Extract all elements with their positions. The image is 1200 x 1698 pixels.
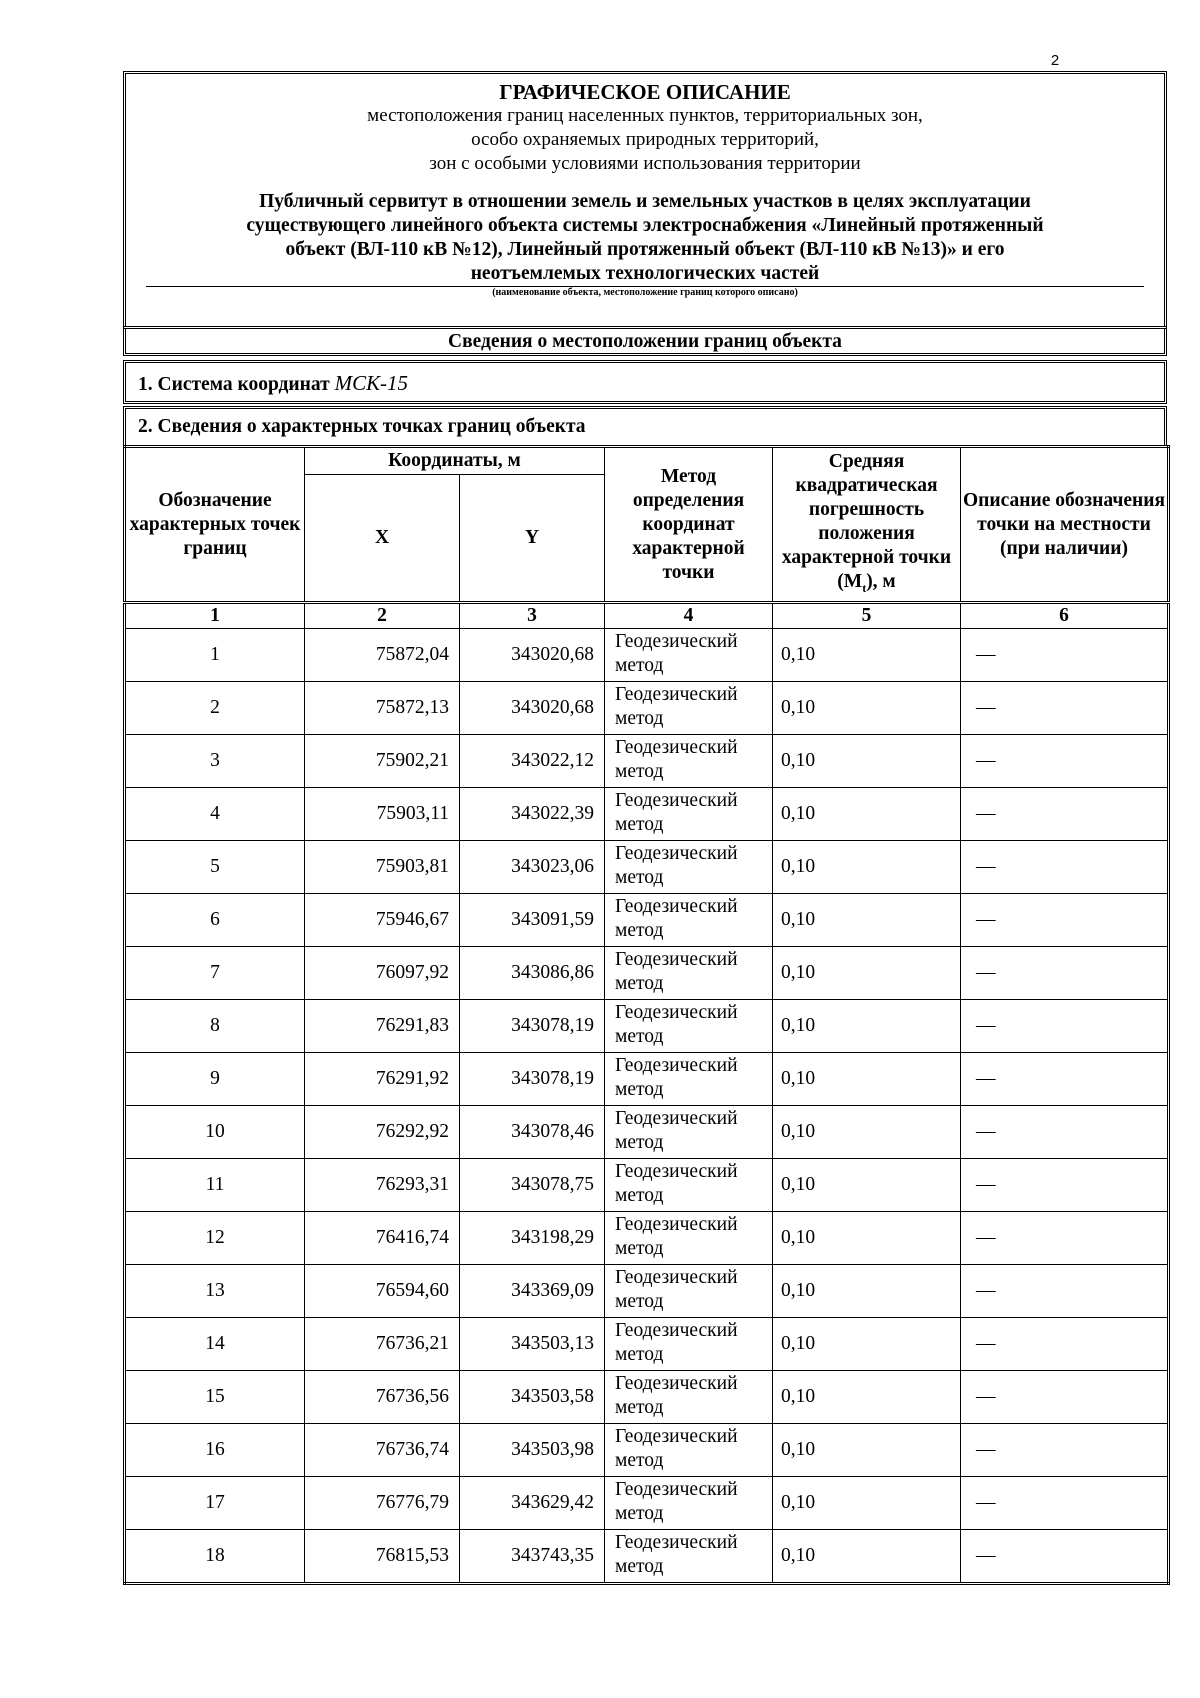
x-coordinate-cell: 76815,53 <box>305 1530 460 1584</box>
point-number-cell: 8 <box>125 1000 305 1053</box>
table-row <box>125 629 1169 682</box>
accuracy-cell: 0,10 <box>773 1212 961 1265</box>
y-coordinate-cell: 343022,12 <box>460 735 605 788</box>
point-number-cell: 11 <box>125 1159 305 1212</box>
description-cell: — <box>961 788 1169 841</box>
accuracy-cell: 0,10 <box>773 841 961 894</box>
accuracy-cell: 0,10 <box>773 1318 961 1371</box>
x-coordinate-cell: 76416,74 <box>305 1212 460 1265</box>
description-cell: — <box>961 1371 1169 1424</box>
description-cell: — <box>961 841 1169 894</box>
point-number-cell: 15 <box>125 1371 305 1424</box>
object-name-caption: (наименование объекта, местоположение границ которого описано) <box>492 287 798 298</box>
table-row <box>125 788 1169 841</box>
y-coordinate-cell: 343503,98 <box>460 1424 605 1477</box>
x-coordinate-cell: 75903,11 <box>305 788 460 841</box>
method-cell: Геодезический метод <box>605 788 773 841</box>
header-x: X <box>305 475 460 603</box>
table-row <box>125 1265 1169 1318</box>
method-cell: Геодезический метод <box>605 1318 773 1371</box>
table-row <box>125 1477 1169 1530</box>
description-cell: — <box>961 1212 1169 1265</box>
table-row <box>125 1000 1169 1053</box>
point-number-cell: 17 <box>125 1477 305 1530</box>
table-row <box>125 1424 1169 1477</box>
method-cell: Геодезический метод <box>605 841 773 894</box>
accuracy-cell: 0,10 <box>773 947 961 1000</box>
subtitle-line: особо охраняемых природных территорий, <box>471 129 819 150</box>
document-header <box>123 71 1167 329</box>
description-cell: — <box>961 1530 1169 1584</box>
accuracy-cell: 0,10 <box>773 1159 961 1212</box>
method-cell: Геодезический метод <box>605 1159 773 1212</box>
document-title: ГРАФИЧЕСКОЕ ОПИСАНИЕ <box>499 80 791 104</box>
header-y: Y <box>460 475 605 603</box>
description-cell: — <box>961 947 1169 1000</box>
table-row <box>125 1318 1169 1371</box>
method-cell: Геодезический метод <box>605 735 773 788</box>
point-number-cell: 12 <box>125 1212 305 1265</box>
y-coordinate-cell: 343743,35 <box>460 1530 605 1584</box>
accuracy-cell: 0,10 <box>773 1477 961 1530</box>
y-coordinate-cell: 343023,06 <box>460 841 605 894</box>
accuracy-cell: 0,10 <box>773 1371 961 1424</box>
object-name-line: существующего линейного объекта системы электроснабжения «Линейный протяженный <box>246 215 1044 236</box>
method-cell: Геодезический метод <box>605 1265 773 1318</box>
document-frame <box>123 71 1167 1585</box>
section-title: Сведения о местоположении границ объекта <box>123 326 1167 356</box>
point-number-cell: 1 <box>125 629 305 682</box>
x-coordinate-cell: 76292,92 <box>305 1106 460 1159</box>
x-coordinate-cell: 75902,21 <box>305 735 460 788</box>
x-coordinate-cell: 75946,67 <box>305 894 460 947</box>
point-number-cell: 5 <box>125 841 305 894</box>
accuracy-cell: 0,10 <box>773 1424 961 1477</box>
description-cell: — <box>961 1424 1169 1477</box>
description-cell: — <box>961 894 1169 947</box>
x-coordinate-cell: 76736,21 <box>305 1318 460 1371</box>
column-number: 1 <box>125 603 305 629</box>
point-number-cell: 18 <box>125 1530 305 1584</box>
accuracy-cell: 0,10 <box>773 629 961 682</box>
table-header-row <box>125 447 1169 475</box>
x-coordinate-cell: 76736,74 <box>305 1424 460 1477</box>
page-number: 2 <box>1050 52 1060 69</box>
column-number-row <box>125 603 1169 629</box>
y-coordinate-cell: 343078,19 <box>460 1053 605 1106</box>
table-row <box>125 1053 1169 1106</box>
x-coordinate-cell: 76293,31 <box>305 1159 460 1212</box>
x-coordinate-cell: 76594,60 <box>305 1265 460 1318</box>
y-coordinate-cell: 343020,68 <box>460 682 605 735</box>
column-number: 2 <box>305 603 460 629</box>
y-coordinate-cell: 343503,58 <box>460 1371 605 1424</box>
description-cell: — <box>961 735 1169 788</box>
x-coordinate-cell: 76736,56 <box>305 1371 460 1424</box>
subtitle-line: зон с особыми условиями использования территории <box>429 153 861 174</box>
accuracy-cell: 0,10 <box>773 1106 961 1159</box>
description-cell: — <box>961 1265 1169 1318</box>
x-coordinate-cell: 76291,83 <box>305 1000 460 1053</box>
table-row <box>125 894 1169 947</box>
y-coordinate-cell: 343198,29 <box>460 1212 605 1265</box>
points-table-body <box>125 629 1169 1584</box>
object-name <box>126 190 1164 286</box>
accuracy-cell: 0,10 <box>773 1530 961 1584</box>
x-coordinate-cell: 75903,81 <box>305 841 460 894</box>
point-number-cell: 4 <box>125 788 305 841</box>
column-number: 5 <box>773 603 961 629</box>
coordinate-system-label: 1. Система координат <box>138 374 330 395</box>
header-accuracy <box>773 447 961 603</box>
method-cell: Геодезический метод <box>605 1000 773 1053</box>
point-number-cell: 16 <box>125 1424 305 1477</box>
method-cell: Геодезический метод <box>605 682 773 735</box>
description-cell: — <box>961 1000 1169 1053</box>
points-table <box>123 445 1170 1585</box>
description-cell: — <box>961 1477 1169 1530</box>
object-name-line: Публичный сервитут в отношении земель и земельных участков в целях эксплуатации <box>259 191 1031 212</box>
header-accuracy-text: Средняя квадратическая погрешность положения характерной точки (M <box>781 450 952 592</box>
method-cell: Геодезический метод <box>605 1530 773 1584</box>
accuracy-cell: 0,10 <box>773 788 961 841</box>
description-cell: — <box>961 682 1169 735</box>
accuracy-cell: 0,10 <box>773 894 961 947</box>
y-coordinate-cell: 343086,86 <box>460 947 605 1000</box>
accuracy-cell: 0,10 <box>773 1000 961 1053</box>
x-coordinate-cell: 76097,92 <box>305 947 460 1000</box>
y-coordinate-cell: 343629,42 <box>460 1477 605 1530</box>
x-coordinate-cell: 75872,04 <box>305 629 460 682</box>
method-cell: Геодезический метод <box>605 1371 773 1424</box>
method-cell: Геодезический метод <box>605 1106 773 1159</box>
accuracy-cell: 0,10 <box>773 735 961 788</box>
accuracy-cell: 0,10 <box>773 1053 961 1106</box>
point-number-cell: 7 <box>125 947 305 1000</box>
object-name-line: объект (ВЛ-110 кВ №12), Линейный протяженный объект (ВЛ-110 кВ №13)» и его <box>285 239 1005 260</box>
y-coordinate-cell: 343078,46 <box>460 1106 605 1159</box>
description-cell: — <box>961 1053 1169 1106</box>
header-accuracy-subscript: t <box>862 580 867 595</box>
method-cell: Геодезический метод <box>605 947 773 1000</box>
column-number: 4 <box>605 603 773 629</box>
header-method: Метод определения координат характерной точки <box>605 447 773 603</box>
method-cell: Геодезический метод <box>605 1053 773 1106</box>
point-number-cell: 10 <box>125 1106 305 1159</box>
table-row <box>125 947 1169 1000</box>
method-cell: Геодезический метод <box>605 1477 773 1530</box>
point-number-cell: 9 <box>125 1053 305 1106</box>
point-number-cell: 13 <box>125 1265 305 1318</box>
table-row <box>125 1530 1169 1584</box>
y-coordinate-cell: 343369,09 <box>460 1265 605 1318</box>
header-coords: Координаты, м <box>305 447 605 475</box>
table-row <box>125 735 1169 788</box>
table-row <box>125 841 1169 894</box>
accuracy-cell: 0,10 <box>773 1265 961 1318</box>
table-row <box>125 682 1169 735</box>
subtitle-line: местоположения границ населенных пунктов, территориальных зон, <box>367 105 923 126</box>
point-number-cell: 14 <box>125 1318 305 1371</box>
coordinate-system-value: МСК-15 <box>334 371 409 395</box>
table-row <box>125 1159 1169 1212</box>
table-row <box>125 1371 1169 1424</box>
description-cell: — <box>961 1159 1169 1212</box>
header-accuracy-unit: ), м <box>866 570 896 592</box>
method-cell: Геодезический метод <box>605 1212 773 1265</box>
description-cell: — <box>961 629 1169 682</box>
y-coordinate-cell: 343078,75 <box>460 1159 605 1212</box>
header-description: Описание обозначения точки на местности (при наличии) <box>961 447 1169 603</box>
point-number-cell: 2 <box>125 682 305 735</box>
points-section-title: 2. Сведения о характерных точках границ объекта <box>123 406 1167 446</box>
y-coordinate-cell: 343091,59 <box>460 894 605 947</box>
column-number: 3 <box>460 603 605 629</box>
y-coordinate-cell: 343078,19 <box>460 1000 605 1053</box>
object-name-line: неотъемлемых технологических частей <box>470 263 820 284</box>
method-cell: Геодезический метод <box>605 1424 773 1477</box>
header-point: Обозначение характерных точек границ <box>125 447 305 603</box>
y-coordinate-cell: 343020,68 <box>460 629 605 682</box>
point-number-cell: 3 <box>125 735 305 788</box>
accuracy-cell: 0,10 <box>773 682 961 735</box>
column-number: 6 <box>961 603 1169 629</box>
x-coordinate-cell: 75872,13 <box>305 682 460 735</box>
description-cell: — <box>961 1106 1169 1159</box>
x-coordinate-cell: 76776,79 <box>305 1477 460 1530</box>
table-row <box>125 1212 1169 1265</box>
y-coordinate-cell: 343022,39 <box>460 788 605 841</box>
x-coordinate-cell: 76291,92 <box>305 1053 460 1106</box>
point-number-cell: 6 <box>125 894 305 947</box>
y-coordinate-cell: 343503,13 <box>460 1318 605 1371</box>
method-cell: Геодезический метод <box>605 894 773 947</box>
coordinate-system-row <box>123 360 1167 404</box>
description-cell: — <box>961 1318 1169 1371</box>
table-row <box>125 1106 1169 1159</box>
method-cell: Геодезический метод <box>605 629 773 682</box>
